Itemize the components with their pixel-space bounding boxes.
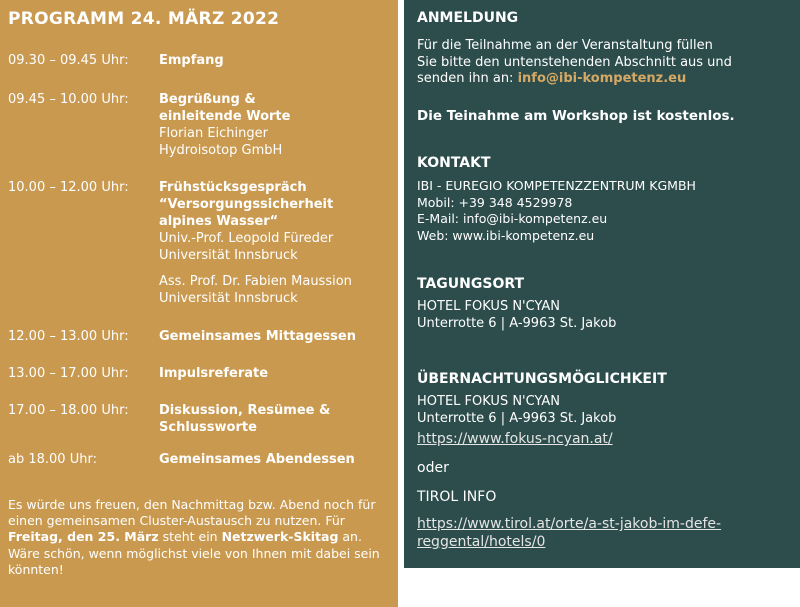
footer-text: an. Wäre schön, wenn möglichst viele von Ihnen mit dabei sein könnten! — [8, 529, 380, 577]
program-desc — [159, 91, 399, 159]
anmeldung-heading: ANMELDUNG — [417, 10, 519, 26]
info-panel — [404, 0, 800, 568]
free-note: Die Teinahme am Workshop ist kostenlos. — [417, 108, 735, 124]
kontakt-heading: KONTAKT — [417, 155, 491, 171]
program-title: PROGRAMM 24. MÄRZ 2022 — [8, 9, 280, 29]
program-time: 09.30 – 09.45 Uhr: — [8, 53, 129, 68]
anmeldung-email-link[interactable]: info@ibi-kompetenz.eu — [517, 71, 687, 86]
kontakt-email: E-Mail: info@ibi-kompetenz.eu — [417, 211, 608, 226]
fokus-ncyan-link[interactable]: https://www.fokus-ncyan.at/ — [417, 431, 613, 447]
program-desc — [159, 179, 399, 307]
program-desc — [159, 451, 399, 468]
footer-bold-skitag: Netzwerk-Skitag — [221, 529, 339, 545]
uebernachtung-hotel: HOTEL FOKUS N'CYAN — [417, 394, 561, 409]
tagungsort-address: Unterrotte 6 | A-9963 St. Jakob — [417, 315, 617, 331]
speaker-name: Univ.-Prof. Leopold Füreder — [159, 231, 334, 246]
program-footer-note — [8, 497, 394, 578]
footer-text: Es würde uns freuen, den Nachmittag bzw. Abend noch für einen gemeinsamen Cluster-Austausch zu nutzen. Für — [8, 497, 376, 529]
speaker-affiliation: Universität Innsbruck — [159, 248, 298, 263]
program-title-line: “Versorgungssicherheit — [159, 197, 334, 212]
oder-text: oder — [417, 460, 449, 476]
anmeldung-line: Für die Teilnahme an der Veranstaltung füllen — [417, 38, 713, 53]
footer-text: steht ein — [158, 529, 222, 545]
anmeldung-prefix: senden ihn an: — [417, 71, 518, 86]
program-time: 12.00 – 13.00 Uhr: — [8, 329, 129, 344]
program-title-line: Begrüßung & — [159, 92, 256, 107]
anmeldung-line — [417, 71, 732, 88]
anmeldung-text — [417, 38, 732, 88]
program-time: 09.45 – 10.00 Uhr: — [8, 92, 129, 107]
uebernachtung-heading: ÜBERNACHTUNGSMÖGLICHKEIT — [417, 371, 667, 387]
tirol-link-line[interactable]: https://www.tirol.at/orte/a-st-jakob-im-defe- — [417, 516, 722, 532]
speaker-affiliation: Universität Innsbruck — [159, 291, 298, 306]
speaker-affiliation: Hydroisotop GmbH — [159, 143, 283, 158]
program-title-line: Empfang — [159, 53, 224, 68]
kontakt-web: Web: www.ibi-kompetenz.eu — [417, 227, 595, 243]
program-time: 17.00 – 18.00 Uhr: — [8, 403, 129, 418]
program-time: 13.00 – 17.00 Uhr: — [8, 366, 129, 381]
program-desc — [159, 402, 399, 436]
kontakt-mobile: Mobil: +39 348 4529978 — [417, 194, 573, 210]
program-time: ab 18.00 Uhr: — [8, 452, 97, 467]
speaker-name: Florian Eichinger — [159, 126, 268, 141]
program-title-line: Gemeinsames Abendessen — [159, 452, 355, 467]
program-time: 10.00 – 12.00 Uhr: — [8, 180, 129, 195]
program-title-line: Diskussion, Resümee & — [159, 403, 331, 418]
program-desc — [159, 328, 399, 345]
program-title-line: Frühstücksgespräch — [159, 180, 307, 195]
anmeldung-line: Sie bitte den untenstehenden Abschnitt aus und — [417, 54, 732, 70]
program-title-line: Schlussworte — [159, 420, 257, 435]
program-desc — [159, 52, 399, 69]
footer-bold-date: Freitag, den 25. März — [8, 529, 159, 545]
tagungsort-heading: TAGUNGSORT — [417, 276, 525, 292]
program-title-line: alpines Wasser“ — [159, 214, 279, 229]
kontakt-company: IBI - EUREGIO KOMPETENZZENTRUM KGMBH — [417, 178, 696, 193]
program-title-line: einleitende Worte — [159, 109, 291, 124]
uebernachtung-text — [417, 394, 616, 427]
uebernachtung-address: Unterrotte 6 | A-9963 St. Jakob — [417, 410, 617, 426]
tirol-info-label: TIROL INFO — [417, 489, 497, 505]
program-desc — [159, 365, 399, 382]
program-title-line: Gemeinsames Mittagessen — [159, 329, 356, 344]
program-panel — [0, 0, 398, 607]
tirol-hotels-link[interactable] — [417, 515, 721, 551]
kontakt-text — [417, 178, 696, 244]
tirol-link-line[interactable]: reggental/hotels/0 — [417, 534, 546, 550]
program-title-line: Impulsreferate — [159, 366, 269, 381]
tagungsort-text — [417, 299, 616, 332]
speaker-name: Ass. Prof. Dr. Fabien Maussion — [159, 274, 352, 289]
tagungsort-hotel: HOTEL FOKUS N'CYAN — [417, 299, 561, 314]
